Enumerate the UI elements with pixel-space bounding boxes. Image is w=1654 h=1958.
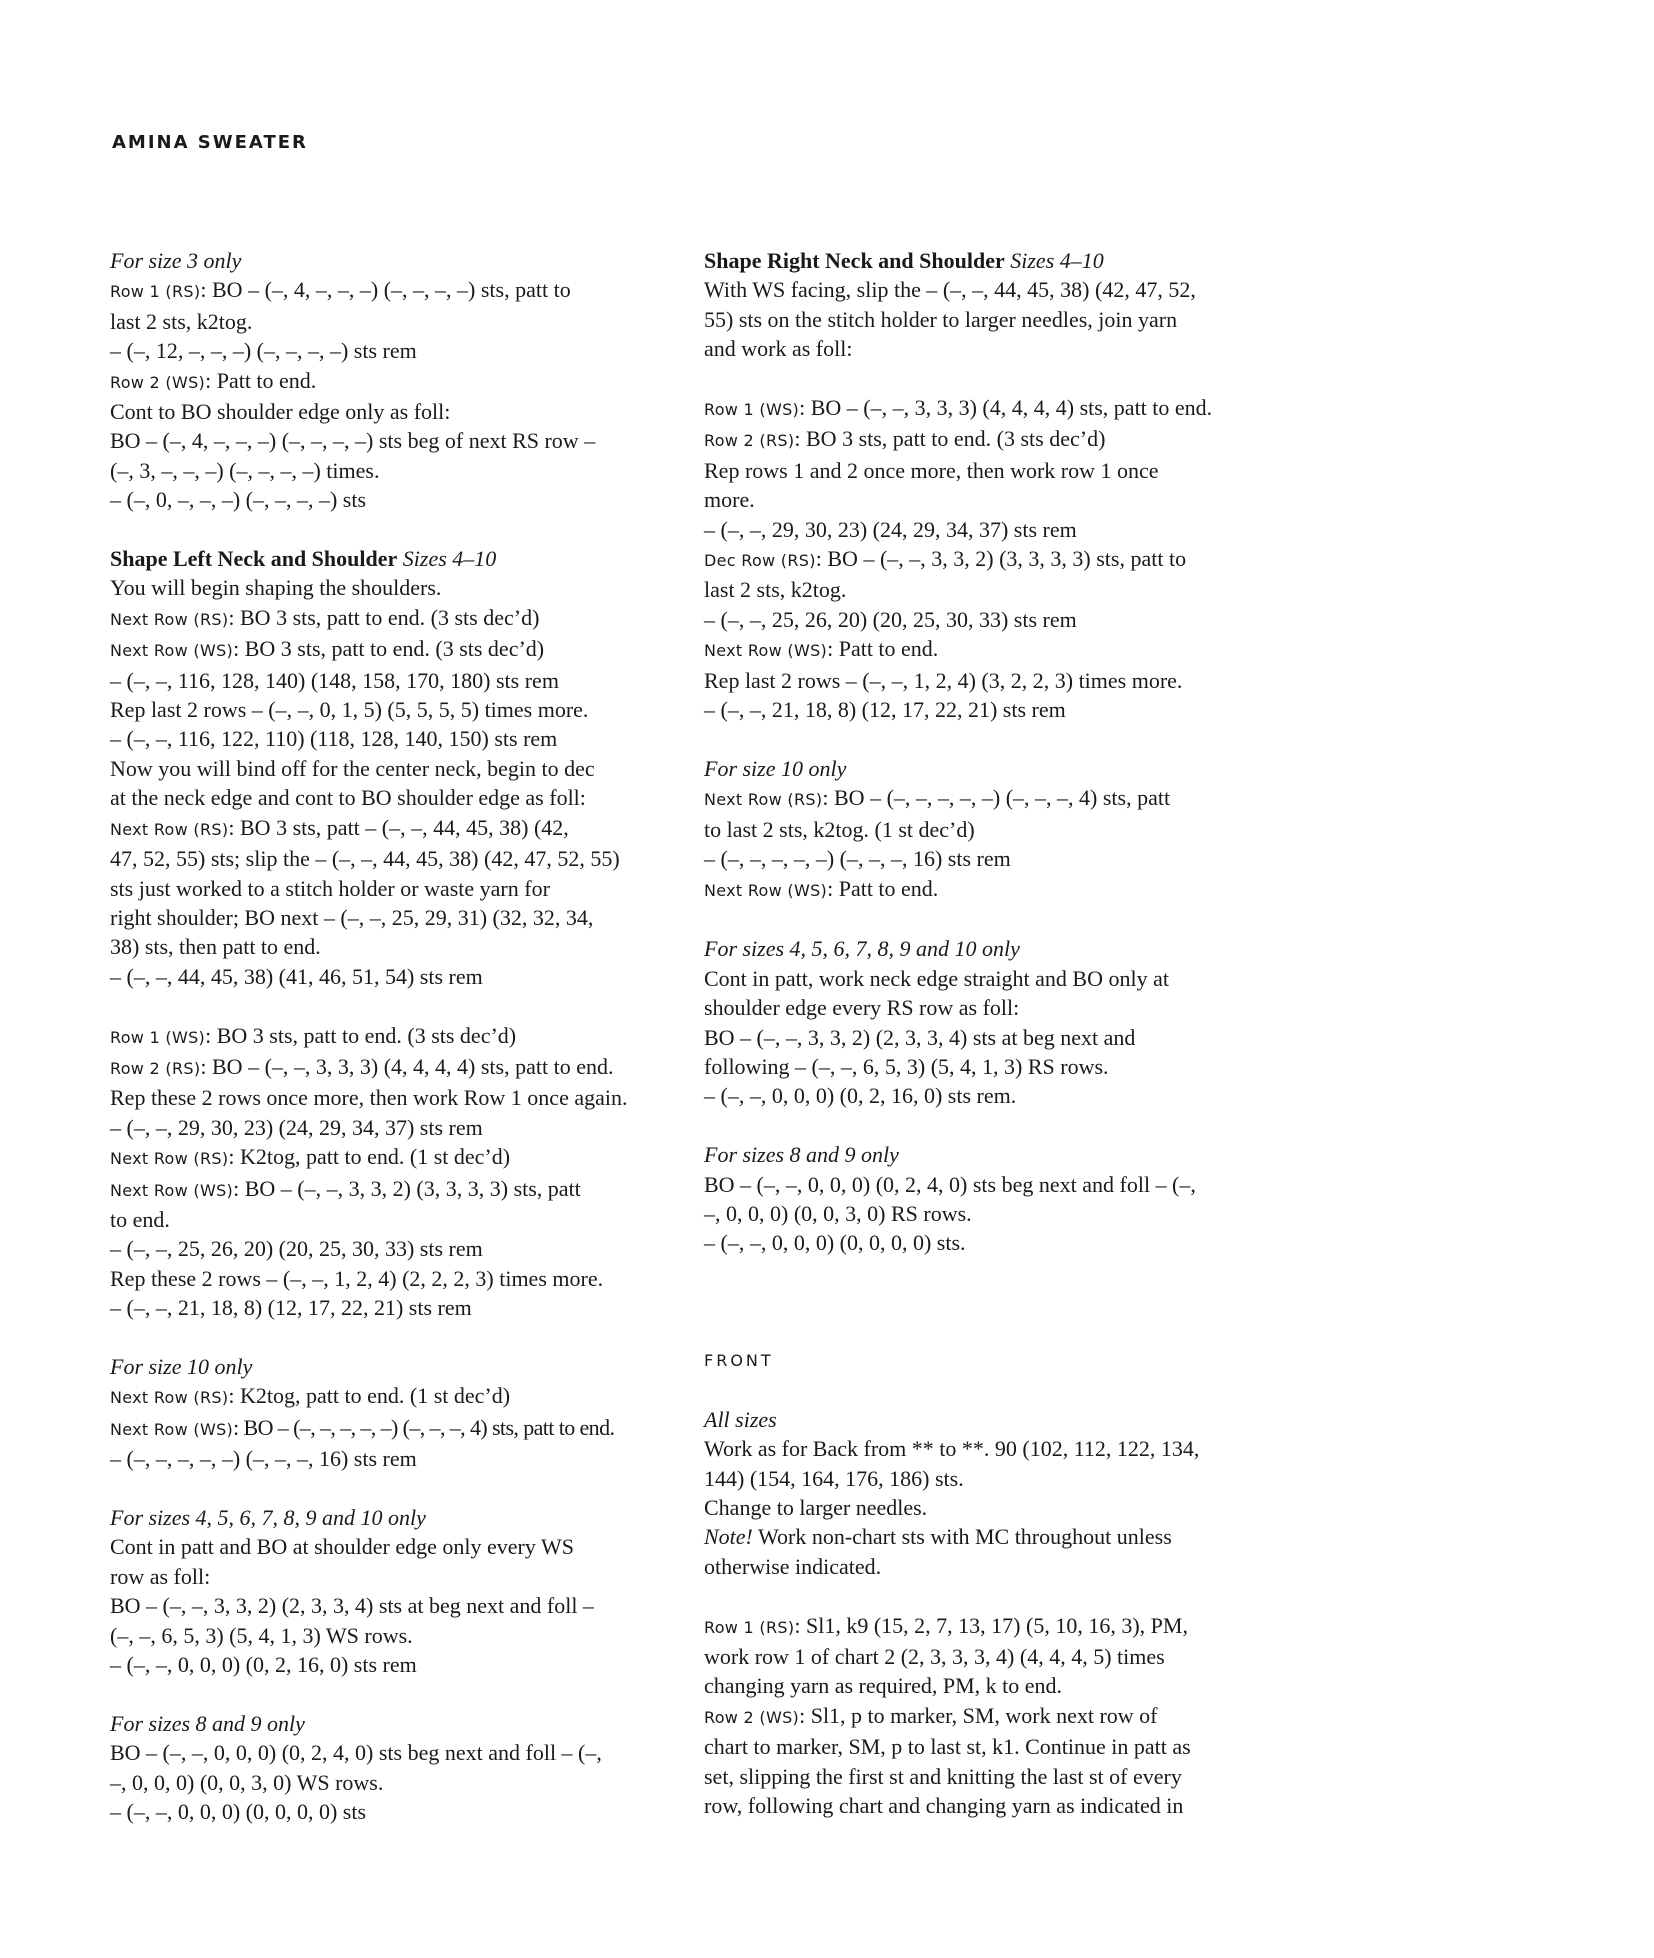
row-label: Next Row (RS) (110, 609, 229, 629)
spacer (110, 1474, 670, 1503)
spacer (110, 1323, 670, 1352)
text-line: – (–, 12, –, –, –) (–, –, –, –) sts rem (110, 338, 417, 364)
size-subheading: All sizes (704, 1406, 777, 1432)
section-heading: FRONT (704, 1350, 774, 1370)
spacer (110, 991, 670, 1020)
text-line: 38) sts, then patt to end. (110, 934, 321, 960)
text-line (110, 634, 670, 665)
text-line: – (–, 0, –, –, –) (–, –, –, –) sts (110, 487, 367, 513)
text-line: to end. (110, 1206, 170, 1232)
text-line: Change to larger needles. (704, 1494, 928, 1520)
row-instruction: : Patt to end. (827, 875, 939, 901)
text-line: Cont in patt and BO at shoulder edge only every WS (110, 1534, 574, 1560)
text-line: work row 1 of chart 2 (2, 3, 3, 3, 4) (4, 4, 4, 5) times (704, 1643, 1165, 1669)
row-label: Row 1 (WS) (110, 1027, 206, 1047)
page-header: AMINA SWEATER (112, 132, 308, 153)
text-line: – (–, –, 0, 0, 0) (0, 2, 16, 0) sts rem (110, 1652, 417, 1678)
text-line: Work as for Back from ** to **. 90 (102, 112, 122, 134, (704, 1436, 1200, 1462)
subheading-sizes: Sizes 4–10 (397, 546, 497, 572)
text-line (704, 874, 1264, 905)
row-instruction: : BO 3 sts, patt to end. (3 sts dec’d) (205, 1022, 517, 1048)
text-line: BO – (–, –, 3, 3, 2) (2, 3, 3, 4) sts at beg next and foll – (110, 1593, 594, 1619)
row-label: Next Row (WS) (110, 1419, 234, 1439)
row-instruction: : BO – (–, 4, –, –, –) (–, –, –, –) sts, patt to (200, 277, 571, 303)
spacer (704, 1375, 1264, 1404)
size-subheading: For sizes 4, 5, 6, 7, 8, 9 and 10 only (110, 1505, 426, 1530)
size-subheading: For sizes 8 and 9 only (110, 1710, 305, 1736)
text-line: shoulder edge every RS row as foll: (704, 995, 1020, 1021)
size-subheading: For sizes 8 and 9 only (704, 1142, 899, 1168)
text-line: –, 0, 0, 0) (0, 0, 3, 0) WS rows. (110, 1769, 384, 1795)
row-label: Row 2 (RS) (704, 431, 795, 451)
text-line: 47, 52, 55) sts; slip the – (–, –, 44, 45, 38) (42, 47, 52, 55) (110, 846, 620, 872)
row-instruction: : BO 3 sts, patt to end. (3 sts dec’d) (228, 604, 540, 630)
subheading-sizes: Sizes 4–10 (1004, 248, 1104, 273)
spacer (704, 364, 1264, 393)
text-line (110, 1142, 670, 1173)
text-line: – (–, –, 21, 18, 8) (12, 17, 22, 21) sts rem (704, 697, 1066, 723)
spacer (704, 905, 1264, 934)
text-line (110, 1021, 670, 1052)
text-line: set, slipping the first st and knitting the last st of every (704, 1763, 1182, 1789)
text-line (704, 1701, 1264, 1732)
text-line: at the neck edge and cont to BO shoulder edge as foll: (110, 785, 586, 811)
row-label: Row 1 (RS) (704, 1617, 795, 1637)
text-line: Cont in patt, work neck edge straight and BO only at (704, 965, 1169, 991)
row-instruction: : Patt to end. (205, 367, 317, 393)
text-line: – (–, –, 21, 18, 8) (12, 17, 22, 21) sts rem (110, 1295, 472, 1321)
text-line: – (–, –, –, –, –) (–, –, –, 16) sts rem (704, 846, 1011, 872)
right-column (704, 246, 1264, 1820)
row-label: Row 2 (WS) (704, 1707, 800, 1727)
row-instruction: : K2tog, patt to end. (1 st dec’d) (228, 1144, 511, 1170)
row-label: Next Row (WS) (704, 880, 828, 900)
row-label: Next Row (WS) (110, 1180, 234, 1200)
text-line: following – (–, –, 6, 5, 3) (5, 4, 1, 3) RS rows. (704, 1053, 1109, 1079)
note-label: Note! (704, 1524, 753, 1550)
row-instruction: : BO – (–, –, 3, 3, 2) (3, 3, 3, 3) sts, patt to (815, 546, 1187, 572)
text-line: –, 0, 0, 0) (0, 0, 3, 0) RS rows. (704, 1200, 972, 1226)
row-label: Next Row (RS) (110, 1388, 229, 1408)
spacer (704, 1258, 1264, 1287)
text-line: Rep last 2 rows – (–, –, 1, 2, 4) (3, 2, 2, 3) times more. (704, 667, 1183, 693)
row-label: Next Row (RS) (704, 790, 823, 810)
spacer (110, 1679, 670, 1708)
text-line: Rep last 2 rows – (–, –, 0, 1, 5) (5, 5, 5, 5) times more. (110, 697, 589, 723)
subheading-title: Shape Right Neck and Shoulder (704, 248, 1005, 273)
text-line (704, 424, 1264, 455)
text-line: You will begin shaping the shoulders. (110, 575, 442, 601)
text-line: BO – (–, –, 0, 0, 0) (0, 2, 4, 0) sts beg next and foll – (–, (704, 1171, 1196, 1197)
row-instruction: : BO – (–, –, 3, 3, 3) (4, 4, 4, 4) sts, patt to end. (200, 1053, 614, 1079)
text-line: row, following chart and changing yarn as indicated in (704, 1792, 1184, 1818)
spacer (704, 1317, 1264, 1346)
row-instruction: : BO 3 sts, patt – (–, –, 44, 45, 38) (42, (228, 814, 569, 840)
row-label: Row 2 (RS) (110, 1058, 201, 1078)
text-line (110, 1381, 670, 1412)
text-line: – (–, –, 0, 0, 0) (0, 0, 0, 0) sts (110, 1799, 367, 1825)
text-line (704, 544, 1264, 575)
text-line: 144) (154, 164, 176, 186) sts. (704, 1465, 964, 1491)
text-line (704, 1611, 1264, 1642)
text-line: – (–, –, 0, 0, 0) (0, 2, 16, 0) sts rem. (704, 1083, 1017, 1109)
row-label: Row 1 (WS) (704, 400, 800, 420)
row-instruction: : BO – (–, –, 3, 3, 2) (3, 3, 3, 3) sts, patt (233, 1175, 581, 1201)
row-label: Dec Row (RS) (704, 551, 816, 571)
row-instruction: : BO – (–, –, –, –, –) (–, –, –, 4) sts, patt (822, 785, 1171, 811)
row-label: Next Row (WS) (110, 641, 234, 661)
row-label: Next Row (WS) (704, 641, 828, 661)
text-line (704, 634, 1264, 665)
text-line: and work as foll: (704, 336, 853, 362)
row-instruction: : BO – (–, –, 3, 3, 3) (4, 4, 4, 4) sts, patt to end. (799, 395, 1213, 421)
size-subheading: For size 3 only (110, 248, 242, 273)
text-line (110, 813, 670, 844)
subheading-title: Shape Left Neck and Shoulder (110, 546, 398, 572)
text-line: to last 2 sts, k2tog. (1 st dec’d) (704, 816, 975, 842)
text-line: Cont to BO shoulder edge only as foll: (110, 399, 451, 425)
text-line: last 2 sts, k2tog. (110, 308, 253, 334)
row-instruction: : Patt to end. (827, 636, 939, 662)
spacer (704, 1287, 1264, 1316)
text-line: Rep rows 1 and 2 once more, then work row 1 once (704, 457, 1159, 483)
text-line: – (–, –, 44, 45, 38) (41, 46, 51, 54) sts rem (110, 963, 483, 989)
text-line: – (–, –, 25, 26, 20) (20, 25, 30, 33) sts rem (110, 1236, 483, 1262)
text-line: right shoulder; BO next – (–, –, 25, 29, 31) (32, 32, 34, (110, 904, 594, 930)
text-line (110, 1413, 670, 1444)
text-line: changing yarn as required, PM, k to end. (704, 1673, 1063, 1699)
text-line: 55) sts on the stitch holder to larger needles, join yarn (704, 306, 1178, 332)
text-line (110, 603, 670, 634)
text-line: BO – (–, –, 3, 3, 2) (2, 3, 3, 4) sts at beg next and (704, 1024, 1136, 1050)
text-line: sts just worked to a stitch holder or waste yarn for (110, 875, 550, 901)
size-subheading: For sizes 4, 5, 6, 7, 8, 9 and 10 only (704, 936, 1020, 962)
text-line (704, 783, 1264, 814)
section-subheading (110, 544, 670, 573)
text-line (110, 1052, 670, 1083)
text-line: (–, –, 6, 5, 3) (5, 4, 1, 3) WS rows. (110, 1622, 413, 1648)
text-line: With WS facing, slip the – (–, –, 44, 45, 38) (42, 47, 52, (704, 277, 1196, 303)
row-instruction: : BO – (–, –, –, –, –) (–, –, –, 4) sts, patt to end. (233, 1414, 615, 1440)
text-line: chart to marker, SM, p to last st, k1. Continue in patt as (704, 1734, 1191, 1760)
spacer (110, 515, 670, 544)
row-label: Next Row (RS) (110, 1149, 229, 1169)
note-text: Work non-chart sts with MC throughout unless (752, 1524, 1172, 1550)
size-subheading: For size 10 only (704, 755, 847, 781)
row-instruction: : BO 3 sts, patt to end. (3 sts dec’d) (233, 636, 545, 662)
text-line (110, 1174, 670, 1205)
text-line: – (–, –, 25, 26, 20) (20, 25, 30, 33) sts rem (704, 606, 1077, 632)
row-instruction: : Sl1, p to marker, SM, work next row of (799, 1702, 1158, 1728)
text-line: Rep these 2 rows – (–, –, 1, 2, 4) (2, 2, 2, 3) times more. (110, 1265, 604, 1291)
text-line: row as foll: (110, 1563, 211, 1589)
spacer (704, 1581, 1264, 1610)
text-line (110, 366, 670, 397)
text-line: – (–, –, 116, 122, 110) (118, 128, 140, 150) sts rem (110, 726, 558, 752)
text-line: – (–, –, 0, 0, 0) (0, 0, 0, 0) sts. (704, 1230, 966, 1256)
text-line: Now you will bind off for the center neck, begin to dec (110, 755, 595, 781)
row-instruction: : K2tog, patt to end. (1 st dec’d) (228, 1383, 511, 1409)
spacer (704, 724, 1264, 753)
left-column (110, 246, 670, 1826)
text-line (704, 393, 1264, 424)
text-line: BO – (–, 4, –, –, –) (–, –, –, –) sts beg of next RS row – (110, 428, 596, 454)
row-label: Row 2 (WS) (110, 372, 206, 392)
text-line: Rep these 2 rows once more, then work Row 1 once again. (110, 1085, 628, 1111)
text-line: BO – (–, –, 0, 0, 0) (0, 2, 4, 0) sts beg next and foll – (–, (110, 1740, 602, 1766)
text-line: – (–, –, 29, 30, 23) (24, 29, 34, 37) sts rem (704, 516, 1077, 542)
text-line (704, 1522, 1264, 1551)
text-line: – (–, –, –, –, –) (–, –, –, 16) sts rem (110, 1446, 417, 1472)
text-line: more. (704, 487, 755, 513)
row-instruction: : Sl1, k9 (15, 2, 7, 13, 17) (5, 10, 16, 3), PM, (794, 1612, 1188, 1638)
row-label: Row 1 (RS) (110, 282, 201, 302)
section-subheading (704, 246, 1264, 275)
text-line: – (–, –, 116, 128, 140) (148, 158, 170, 180) sts rem (110, 667, 559, 693)
row-instruction: : BO 3 sts, patt to end. (3 sts dec’d) (794, 426, 1106, 452)
text-line: last 2 sts, k2tog. (704, 577, 847, 603)
text-line: otherwise indicated. (704, 1553, 882, 1579)
size-subheading: For size 10 only (110, 1353, 253, 1379)
row-label: Next Row (RS) (110, 819, 229, 839)
text-line (110, 275, 670, 306)
text-line: (–, 3, –, –, –) (–, –, –, –) times. (110, 457, 380, 483)
text-line: – (–, –, 29, 30, 23) (24, 29, 34, 37) sts rem (110, 1114, 483, 1140)
spacer (704, 1111, 1264, 1140)
